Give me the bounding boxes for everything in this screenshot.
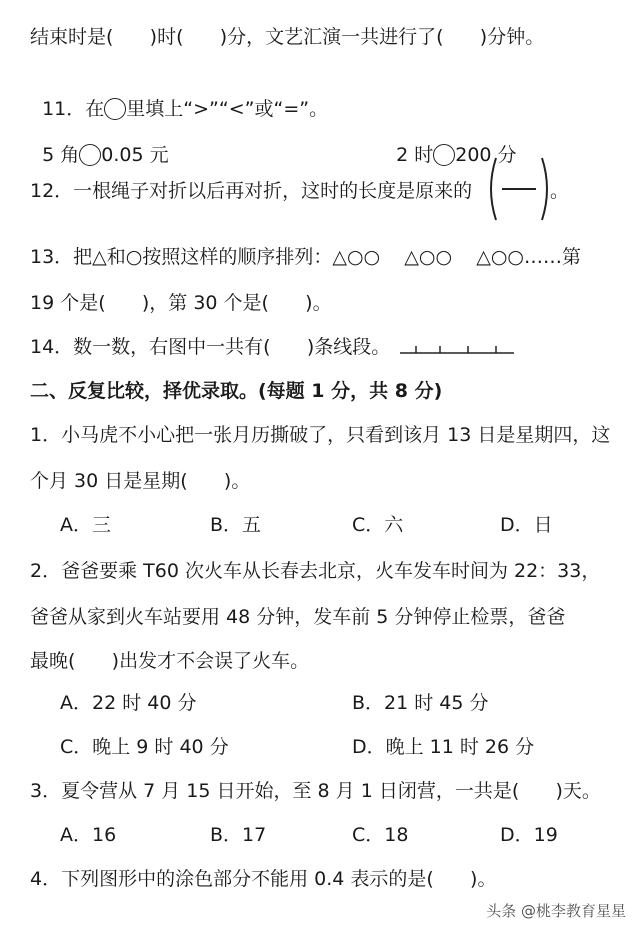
p2-option-a[interactable]: A．22 时 40 分 [60,692,197,714]
p1-option-d[interactable]: D．日 [500,514,553,536]
fraction-blank-icon[interactable] [488,156,550,222]
q11-suffix: 里填上“>”“<”或“=”。 [126,98,329,120]
p2-line3: 最晚( )出发才不会误了火车。 [30,650,310,672]
p3-text: 3．夏令营从 7 月 15 日开始，至 8 月 1 日闭营，一共是( )天。 [30,780,601,802]
q12-end: 。 [550,180,570,202]
p1-option-a[interactable]: A．三 [60,514,111,536]
p2-line2: 爸爸从家到火车站要用 48 分钟，发车前 5 分钟停止检票，爸爸 [30,606,566,628]
answer-circle-icon[interactable] [79,144,101,166]
line-q10-end: 结束时是( )时( )分，文艺汇演一共进行了( )分钟。 [30,26,545,48]
answer-circle-icon[interactable] [433,144,455,166]
p2-line1: 2．爸爸要乘 T60 次火车从长春去北京，火车发车时间为 22：33， [30,560,601,582]
p3-option-c[interactable]: C．18 [352,824,409,846]
q13-line2: 19 个是( )，第 30 个是( )。 [30,292,332,314]
section-2-heading: 二、反复比较，择优录取。(每题 1 分，共 8 分) [30,380,443,402]
q13-line1: 13．把△和○按照这样的顺序排列：△○○ △○○ △○○……第 [30,246,581,268]
q11-item-a [30,116,169,168]
q11-b-left: 2 时 [396,144,434,166]
p1-option-b[interactable]: B．五 [210,514,262,536]
p3-option-a[interactable]: A．16 [60,824,117,846]
watermark: 头条 @桃李教育星星 [486,902,626,920]
q11-prefix: 11．在 [42,98,105,120]
p3-option-d[interactable]: D．19 [500,824,558,846]
q11-a-left: 5 角 [42,144,80,166]
p1-line1: 1．小马虎不小心把一张月历撕破了，只看到该月 13 日是星期四，这 [30,424,611,446]
q14-text: 14．数一数，右图中一共有( )条线段。 [30,336,391,358]
q11-prompt [30,70,328,122]
line-segment-figure [398,342,516,356]
p4-text: 4．下列图形中的涂色部分不能用 0.4 表示的是( )。 [30,868,497,890]
p2-option-c[interactable]: C．晚上 9 时 40 分 [60,736,229,758]
p2-option-b[interactable]: B．21 时 45 分 [352,692,489,714]
p1-option-c[interactable]: C．六 [352,514,404,536]
q11-a-right: 0.05 元 [101,144,169,166]
p1-line2: 个月 30 日是星期( )。 [30,470,251,492]
q11-b-right: 200 分 [455,144,517,166]
q12-text: 12．一根绳子对折以后再对折，这时的长度是原来的 [30,180,473,202]
p3-option-b[interactable]: B．17 [210,824,267,846]
p2-option-d[interactable]: D．晚上 11 时 26 分 [352,736,535,758]
